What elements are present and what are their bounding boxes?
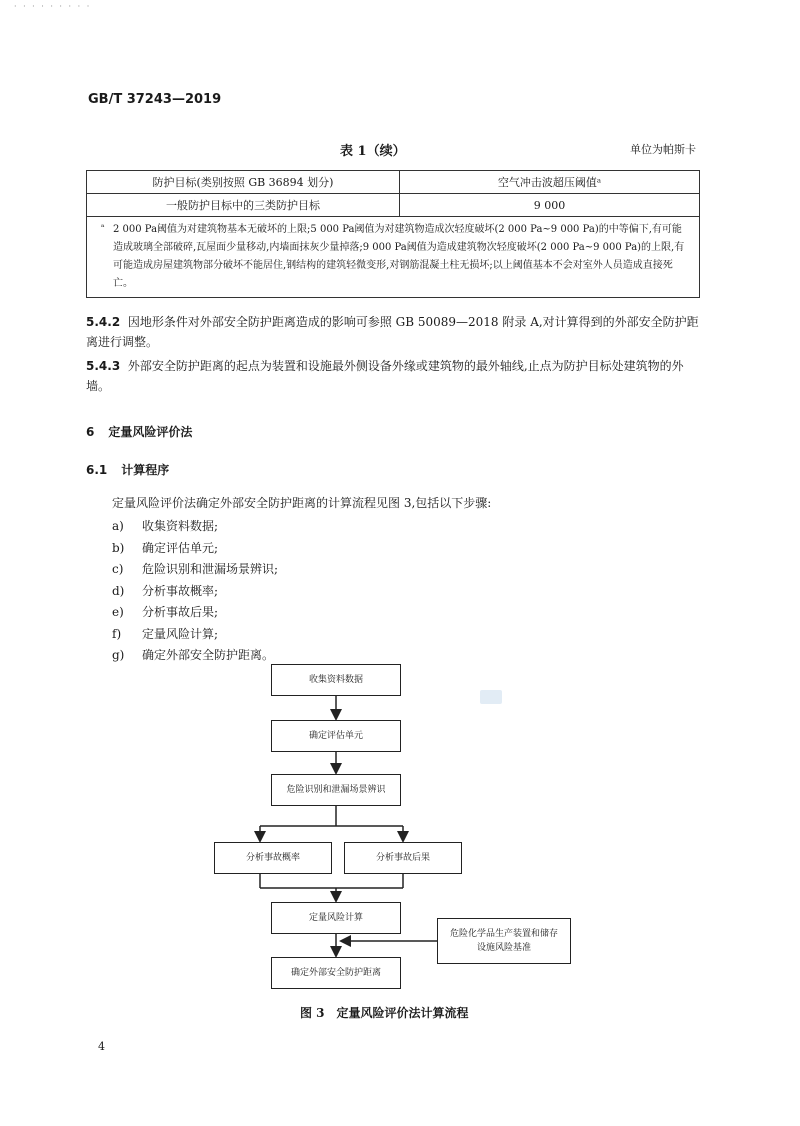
flow-box-quant: 定量风险计算 [271,902,401,934]
section-6-1-intro: 定量风险评价法确定外部安全防护距离的计算流程见图 3,包括以下步骤: [112,496,492,510]
step-label: b) [112,540,125,555]
paragraph-5-4-3-number: 5.4.3 [86,359,121,373]
paragraph-5-4-2-text: 因地形条件对外部安全防护距离造成的影响可参照 GB 50089—2018 附录 A,对计算得到的外部安全防护距离进行调整。 [86,315,699,349]
step-text: 确定评估单元; [142,540,219,555]
step-text: 分析事故后果; [142,605,219,619]
step-text: 危险识别和泄漏场景辨识; [142,562,279,576]
step-label: a) [112,519,124,533]
flow-box-consequence: 分析事故后果 [344,842,462,874]
table-caption: 表 1（续） [340,144,406,159]
step-text: 确定外部安全防护距离。 [142,648,275,662]
section-6-1-number: 6.1 [86,463,108,477]
flow-box-collect: 收集资料数据 [271,664,401,696]
scan-artifact [480,690,502,704]
flow-box-distance: 确定外部安全防护距离 [271,957,401,989]
table-unit: 单位为帕斯卡 [630,143,696,156]
page-number: 4 [98,1040,105,1053]
flow-box-unit: 确定评估单元 [271,720,401,752]
paragraph-5-4-3-text: 外部安全防护距离的起点为装置和设施最外侧设备外缘或建筑物的最外轴线,止点为防护目标处建筑物的外墙。 [86,359,684,393]
step-text: 收集资料数据; [142,519,219,533]
scan-dots: · · · · · · · · · [14,2,92,11]
table-header-target: 防护目标(类别按照 GB 36894 划分) [87,171,400,194]
step-text: 定量风险计算; [142,626,219,641]
section-6-number: 6 [86,425,95,439]
section-6-1-title: 计算程序 [121,463,170,477]
step-label: g) [112,648,125,662]
section-6-title: 定量风险评价法 [108,425,193,439]
figure-title: 定量风险评价法计算流程 [336,1006,469,1020]
figure-number: 图 3 [300,1006,325,1020]
figure-caption [300,1004,481,1021]
table-note-text: 2 000 Pa阈值为对建筑物基本无破坏的上限;5 000 Pa阈值为对建筑物造成次轻度破坏(2 000 Pa~9 000 Pa)的中等偏下,有可能造成玻璃全部破碎,瓦屋面少量移动,内墙面抹灰少量掉落;9 000 Pa阈值为造成建筑物次轻度破坏(2 000 Pa~9 000 Pa)的上限,有可能造成房屋建筑物部分破坏不能居住,钢结构的建筑轻微变形,对钢筋混凝土柱无损坏;以上阈值基本不会对室外人员造成直接死亡。 [113,224,685,289]
flow-box-hazard: 危险识别和泄漏场景辨识 [271,774,401,806]
table-cell-threshold: 9 000 [400,194,700,217]
flow-box-probability: 分析事故概率 [214,842,332,874]
step-text: 分析事故概率; [142,583,219,598]
step-label: d) [112,583,125,598]
table-note-mark: ᵃ [101,223,105,233]
flow-box-criteria: 危险化学品生产装置和储存设施风险基准 [437,918,571,964]
step-label: c) [112,562,124,576]
step-label: f) [112,626,122,641]
standard-number: GB/T 37243—2019 [88,92,222,107]
paragraph-5-4-2-number: 5.4.2 [86,315,121,329]
table-header-threshold: 空气冲击波超压阈值ᵃ [400,171,700,194]
table-cell-target: 一般防护目标中的三类防护目标 [87,194,400,217]
step-label: e) [112,605,124,619]
